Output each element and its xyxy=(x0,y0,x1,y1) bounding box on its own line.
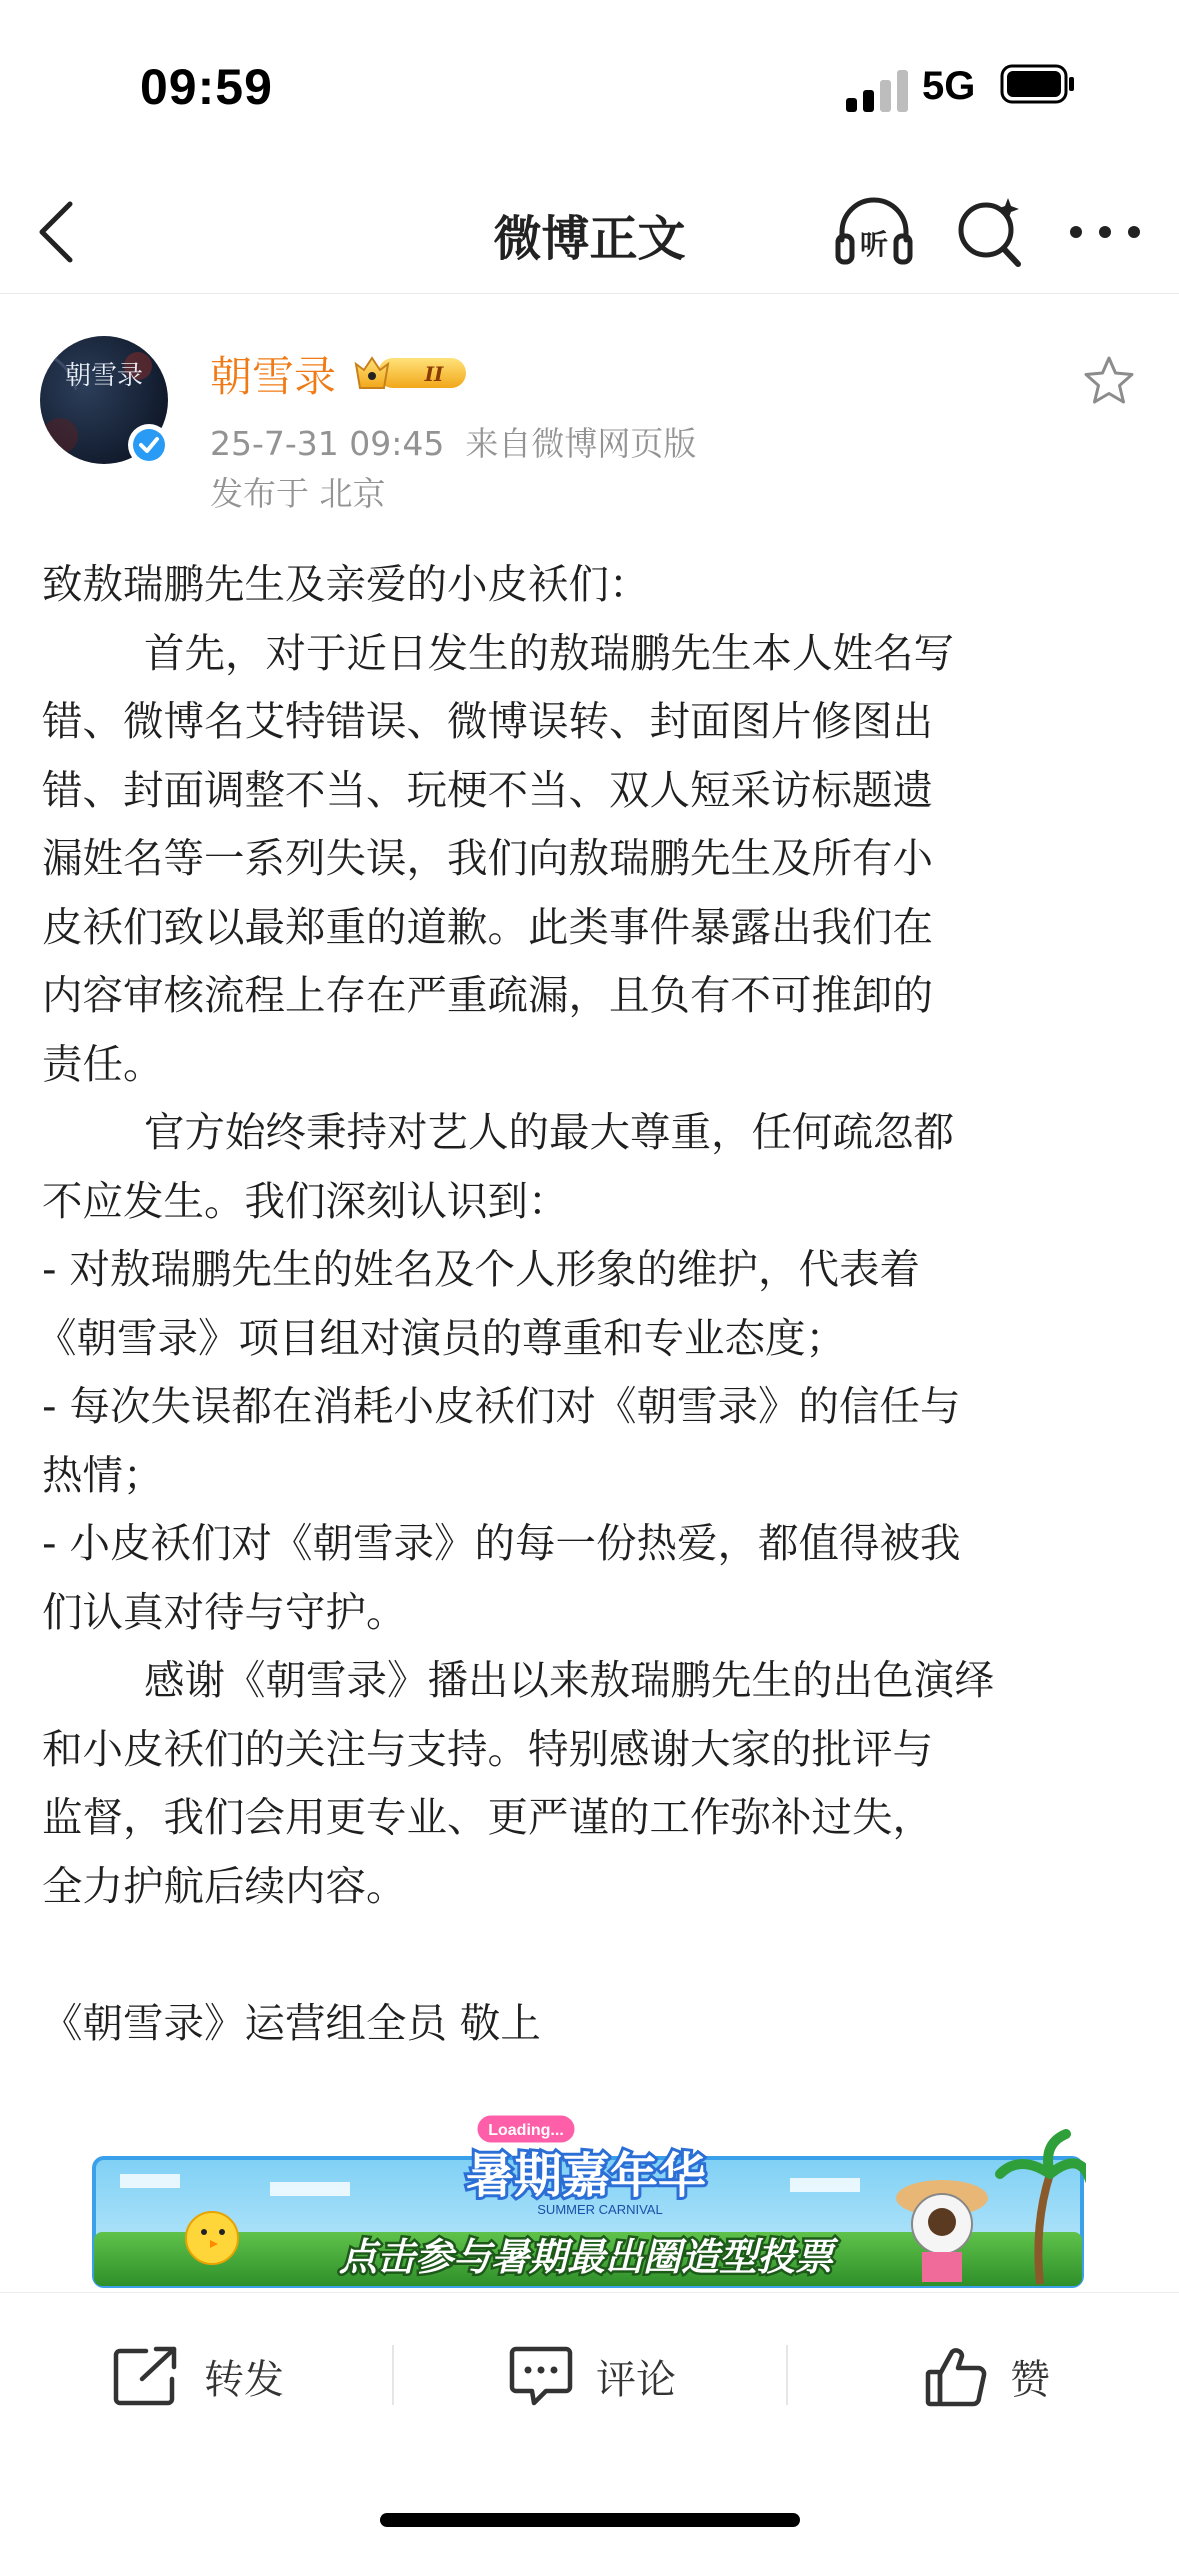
post-line: 感谢《朝雪录》播出以来敖瑞鹏先生的出色演绎 xyxy=(144,1656,995,1704)
more-icon[interactable] xyxy=(1062,192,1148,272)
svg-text:SUMMER CARNIVAL: SUMMER CARNIVAL xyxy=(537,2202,663,2217)
svg-text:听: 听 xyxy=(859,228,889,261)
post-line: - 对敖瑞鹏先生的姓名及个人形象的维护，代表着 xyxy=(42,1245,920,1293)
post-line: 责任。 xyxy=(42,1039,164,1088)
post-line: 官方始终秉持对艺人的最大尊重，任何疏忽都 xyxy=(144,1108,954,1156)
post-line: 致敖瑞鹏先生及亲爱的小皮袄们： xyxy=(42,560,650,608)
like-label: 赞 xyxy=(1010,2356,1050,2403)
author-name[interactable]: 朝雪录 xyxy=(210,352,337,401)
repost-label: 转发 xyxy=(204,2356,284,2403)
svg-text:朝雪录: 朝雪录 xyxy=(64,361,144,391)
signal-icon xyxy=(846,68,910,112)
promo-banner[interactable] xyxy=(90,2112,1086,2290)
verified-badge-icon xyxy=(128,424,170,466)
action-divider xyxy=(392,2345,394,2405)
post-line: 监督，我们会用更专业、更严谨的工作弥补过失， xyxy=(42,1793,933,1841)
repost-button[interactable] xyxy=(112,2341,284,2411)
post-content xyxy=(36,550,1147,2057)
post-line: 错、封面调整不当、玩梗不当、双人短采访标题遗 xyxy=(42,765,933,814)
status-bar xyxy=(0,0,1179,170)
page-title: 微博正文 xyxy=(493,211,686,267)
post-location: 发布于 北京 xyxy=(210,474,386,513)
network-type: 5G xyxy=(922,64,976,108)
battery-icon xyxy=(1000,64,1076,104)
repost-icon xyxy=(112,2345,182,2407)
svg-text:暑期嘉年华: 暑期嘉年华 xyxy=(465,2148,707,2204)
star-favorite-icon[interactable] xyxy=(1082,354,1136,408)
comment-label: 评论 xyxy=(596,2356,676,2403)
nav-bar xyxy=(0,170,1179,294)
vip-level-badge-icon[interactable] xyxy=(352,350,472,396)
post-line: 皮袄们致以最郑重的道歉。此类事件暴露出我们在 xyxy=(42,902,933,951)
svg-text:Loading...: Loading... xyxy=(488,2122,564,2139)
post-line: 们认真对待与守护。 xyxy=(42,1587,407,1636)
post-line: 漏姓名等一系列失误，我们向敖瑞鹏先生及所有小 xyxy=(42,834,933,882)
post-line: 全力护航后续内容。 xyxy=(42,1861,407,1910)
action-divider xyxy=(786,2345,788,2405)
post-signature: 《朝雪录》运营组全员 敬上 xyxy=(42,1998,541,2047)
post-line: 《朝雪录》项目组对演员的尊重和专业态度； xyxy=(36,1313,846,1362)
svg-text:II: II xyxy=(424,362,444,386)
post-line: 错、微博名艾特错误、微博误转、封面图片修图出 xyxy=(42,697,933,745)
like-button[interactable] xyxy=(924,2341,1050,2411)
status-time: 09:59 xyxy=(140,59,273,115)
post-time-source: 25-7-31 09:45 来自微博网页版 xyxy=(210,424,697,463)
comment-icon xyxy=(508,2345,574,2407)
post-line: 热情； xyxy=(42,1450,164,1499)
action-bar xyxy=(0,2292,1179,2458)
paragraph-gap xyxy=(42,1920,1147,1989)
comment-button[interactable] xyxy=(508,2341,676,2411)
home-indicator xyxy=(380,2513,800,2527)
listen-headphones-icon[interactable] xyxy=(832,190,916,274)
svg-text:点击参与暑期最出圈造型投票: 点击参与暑期最出圈造型投票 xyxy=(338,2235,834,2279)
post-line: - 小皮袄们对《朝雪录》的每一份热爱，都值得被我 xyxy=(42,1519,961,1567)
post-line: - 每次失误都在消耗小皮袄们对《朝雪录》的信任与 xyxy=(42,1382,961,1430)
search-icon[interactable] xyxy=(950,192,1030,272)
post-line: 不应发生。我们深刻认识到： xyxy=(42,1176,569,1225)
post-line: 首先，对于近日发生的敖瑞鹏先生本人姓名写 xyxy=(144,628,954,677)
thumbs-up-icon xyxy=(924,2344,988,2408)
post-line: 和小皮袄们的关注与支持。特别感谢大家的批评与 xyxy=(42,1724,933,1773)
post-line: 内容审核流程上存在严重疏漏，且负有不可推卸的 xyxy=(42,971,933,1019)
